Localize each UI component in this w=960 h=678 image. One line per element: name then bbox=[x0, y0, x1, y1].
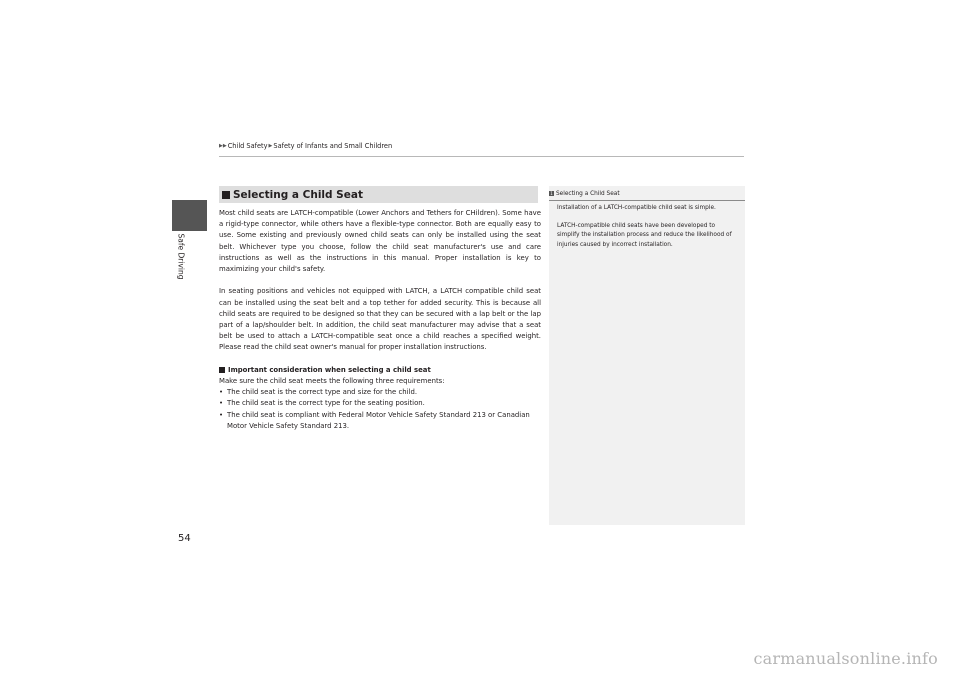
note-icon: 1 bbox=[550, 191, 553, 196]
note-paragraph: LATCH-compatible child seats have been developed to simplify the installation process and reduce the likelihood of injuries caused by incorrect installation. bbox=[557, 223, 732, 248]
requirements-list bbox=[219, 387, 541, 432]
section-label: Safe Driving bbox=[176, 233, 186, 279]
subheading: Important consideration when selecting a child seat bbox=[219, 365, 541, 376]
note-panel bbox=[549, 186, 745, 525]
watermark: carmanualsonline.info bbox=[753, 649, 938, 668]
breadcrumb-arrow-icon: ▶ bbox=[268, 143, 273, 149]
section-tab bbox=[172, 200, 207, 231]
breadcrumb-item[interactable]: Safety of Infants and Small Children bbox=[273, 142, 393, 150]
note-divider bbox=[549, 200, 745, 201]
body-paragraph: Most child seats are LATCH-compatible (Lower Anchors and Tethers for CHildren). Some have a rigid-type connector, while others have a flexible-type connector. Both are equally easy to use. Some existing and previously owned child seats can only be installed using the seat belt. Whichever type you choose, follow the child seat manufacturer's use and care instructions as well as the instructions in this manual. Proper installation is key to maximizing your child's safety. bbox=[219, 209, 541, 274]
note-body bbox=[549, 204, 737, 250]
body-paragraph: In seating positions and vehicles not equipped with LATCH, a LATCH compatible child seat can be installed using the seat belt and a top tether for added security. This is because all child seats are required to be designed so that they can be secured with a lap belt or the lap part of a lap/shoulder belt. In addition, the child seat manufacturer may advise that a seat belt be used to attach a LATCH-compatible seat once a child reaches a specified weight. Please read the child seat owner's manual for proper installation instructions. bbox=[219, 287, 541, 352]
note-paragraph: Installation of a LATCH-compatible child seat is simple. bbox=[557, 205, 716, 211]
requirements-intro: Make sure the child seat meets the following three requirements: bbox=[219, 377, 445, 386]
breadcrumb-item[interactable]: Child Safety bbox=[227, 142, 268, 150]
subheading-square-icon bbox=[219, 367, 225, 373]
list-item: • The child seat is the correct type and size for the child. bbox=[219, 387, 541, 398]
page-number: 54 bbox=[178, 533, 191, 544]
breadcrumb bbox=[219, 140, 392, 152]
heading-square-icon bbox=[222, 191, 230, 199]
header-divider bbox=[219, 156, 744, 157]
breadcrumb-arrow-icon: ▶▶ bbox=[219, 143, 227, 149]
note-title: 1 Selecting a Child Seat bbox=[550, 190, 620, 197]
list-item: • The child seat is the correct type for the seating position. bbox=[219, 398, 541, 409]
list-item: • The child seat is compliant with Federal Motor Vehicle Safety Standard 213 or Canadian Motor Vehicle Safety Standard 213. bbox=[219, 410, 541, 432]
section-heading: Selecting a Child Seat bbox=[219, 186, 538, 203]
main-body bbox=[219, 208, 541, 432]
